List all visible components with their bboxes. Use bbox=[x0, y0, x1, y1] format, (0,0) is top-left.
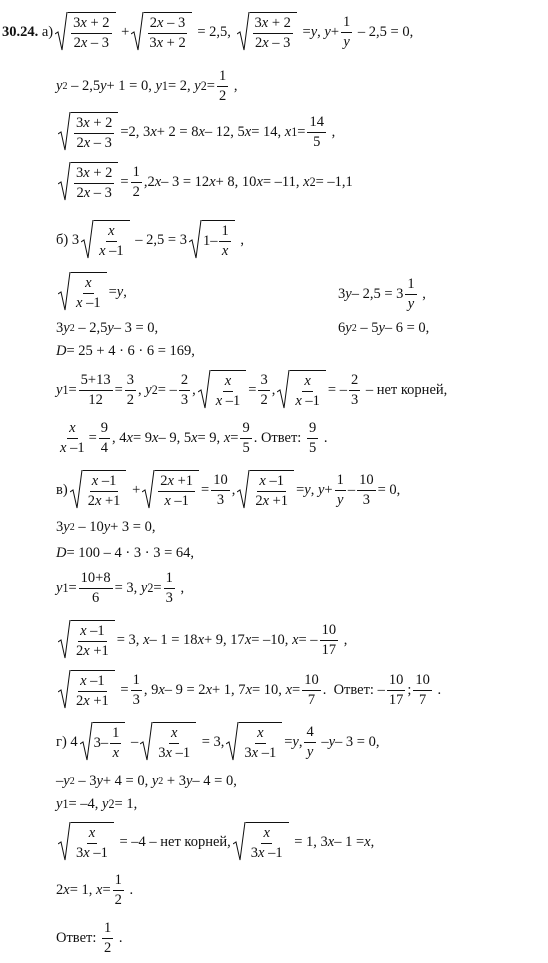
sqrt: x –1 2x +1 bbox=[58, 620, 115, 660]
sqrt: x 3x –1 bbox=[140, 722, 196, 762]
sqrt: x 3x –1 bbox=[226, 722, 282, 762]
line-b-3r: 6 y 2 – 5 y – 6 = 0, bbox=[338, 320, 430, 336]
sqrt: x 3x –1 bbox=[233, 822, 289, 862]
line-b-1: б) 3 x x –1 – 2,5 = 3 1– 1 x , bbox=[56, 220, 244, 260]
line-v-5: x –1 2x +1 = 3, x – 1 = 18 x + 9, 17 x = –10, x = – 10 17 , bbox=[56, 620, 347, 660]
part-b-label: б) bbox=[56, 231, 69, 248]
line-g-5: 2 x = 1, x = 1 2 . bbox=[56, 872, 134, 908]
sqrt: 2x +1 x –1 bbox=[142, 470, 199, 510]
line-a-1: 30.24. а) 3x + 2 2x – 3 + 2x – 3 3x + 2 = 2,5, 3x + 2 2x – 3 = y , y + 1 y – 2,5 = 0, bbox=[2, 13, 414, 51]
sqrt: 2x – 3 3x + 2 bbox=[131, 12, 191, 52]
answer-label: Ответ: bbox=[333, 681, 374, 698]
sqrt: x x –1 bbox=[277, 370, 326, 410]
sqrt: x x –1 bbox=[58, 272, 107, 312]
sqrt: 1– 1 x bbox=[189, 220, 235, 260]
line-a-4: 3x + 2 2x – 3 = 1 2 ,2 x – 3 = 12 x + 8, 10 x = –11, x 2 = –1,1 bbox=[56, 162, 353, 202]
sqrt: x –1 2x +1 bbox=[58, 670, 115, 710]
sqrt: 3x + 2 2x – 3 bbox=[58, 162, 118, 202]
part-a-label: а) bbox=[41, 23, 54, 40]
line-g-4: x 3x –1 = –4 – нет корней, x 3x –1 = 1, 3 x – 1 = x , bbox=[56, 822, 374, 862]
sqrt: x –1 2x +1 bbox=[237, 470, 294, 510]
line-b-2: x x –1 = y , bbox=[56, 272, 127, 312]
line-b-3: 3 y 2 – 2,5 y – 3 = 0, bbox=[56, 320, 159, 336]
answer-label: Ответ: bbox=[260, 429, 302, 446]
line-v-2: 3 y 2 – 10 y + 3 = 0, bbox=[56, 519, 156, 535]
no-roots-text: – нет корней, bbox=[149, 833, 231, 850]
sqrt: x –1 2x +1 bbox=[70, 470, 127, 510]
line-v-1: в) x –1 2x +1 + 2x +1 x –1 = 10 3 , x –1 2x +1 = y , y + 1 y – 10 3 = 0, bbox=[56, 471, 401, 509]
line-b-2r: 3 y – 2,5 = 3 1 y , bbox=[338, 276, 426, 312]
sqrt: 3x + 2 2x – 3 bbox=[237, 12, 297, 52]
line-g-1: г) 4 3– 1 x – x 3x –1 = 3, x 3x –1 = y , 4 y – y – 3 = 0, bbox=[56, 723, 380, 761]
line-g-6: Ответ: 1 2 . bbox=[56, 920, 123, 956]
line-v-3: D = 100 – 4 · 3 · 3 = 64, bbox=[56, 545, 194, 561]
answer-label: Ответ: bbox=[56, 929, 97, 946]
no-roots-text: – нет корней, bbox=[365, 381, 448, 398]
sqrt: 3– 1 x bbox=[80, 722, 126, 762]
line-g-2: – y 2 – 3 y + 4 = 0, y 2 + 3 y – 4 = 0, bbox=[56, 773, 237, 789]
sqrt: 3x + 2 2x – 3 bbox=[55, 12, 115, 52]
line-g-3: y 1 = –4, y 2 = 1, bbox=[56, 796, 138, 812]
line-v-6: x –1 2x +1 = 1 3 , 9 x – 9 = 2 x + 1, 7 x = 10, x = 10 7 . Ответ: – 10 17 ; 10 7 . bbox=[56, 670, 441, 710]
part-v-label: в) bbox=[56, 481, 68, 498]
sqrt: x x –1 bbox=[198, 370, 247, 410]
sqrt: 3x + 2 2x – 3 bbox=[58, 112, 118, 152]
part-g-label: г) bbox=[56, 733, 67, 750]
problem-number: 30.24. bbox=[2, 23, 39, 40]
line-b-5: y 1 = 5+13 12 = 3 2 , y 2 = – 2 3 , x x –1 = 3 2 , x x –1 = – 2 3 – нет корней, bbox=[56, 371, 448, 409]
line-v-4: y 1 = 10+8 6 = 3, y 2 = 1 3 , bbox=[56, 570, 185, 606]
line-a-2: y 2 – 2,5 y + 1 = 0, y 1 = 2, y 2 = 1 2 , bbox=[56, 68, 238, 104]
sqrt: x 3x –1 bbox=[58, 822, 114, 862]
line-a-3: 3x + 2 2x – 3 =2, 3 x + 2 = 8 x – 12, 5 x = 14, x 1 = 14 5 , bbox=[56, 112, 335, 152]
line-b-4: D = 25 + 4 · 6 · 6 = 169, bbox=[56, 343, 195, 359]
line-b-6: x x –1 = 9 4 , 4 x = 9 x – 9, 5 x = 9, x = 9 5 . Ответ: 9 5 . bbox=[60, 420, 328, 456]
sqrt: x x –1 bbox=[81, 220, 130, 260]
